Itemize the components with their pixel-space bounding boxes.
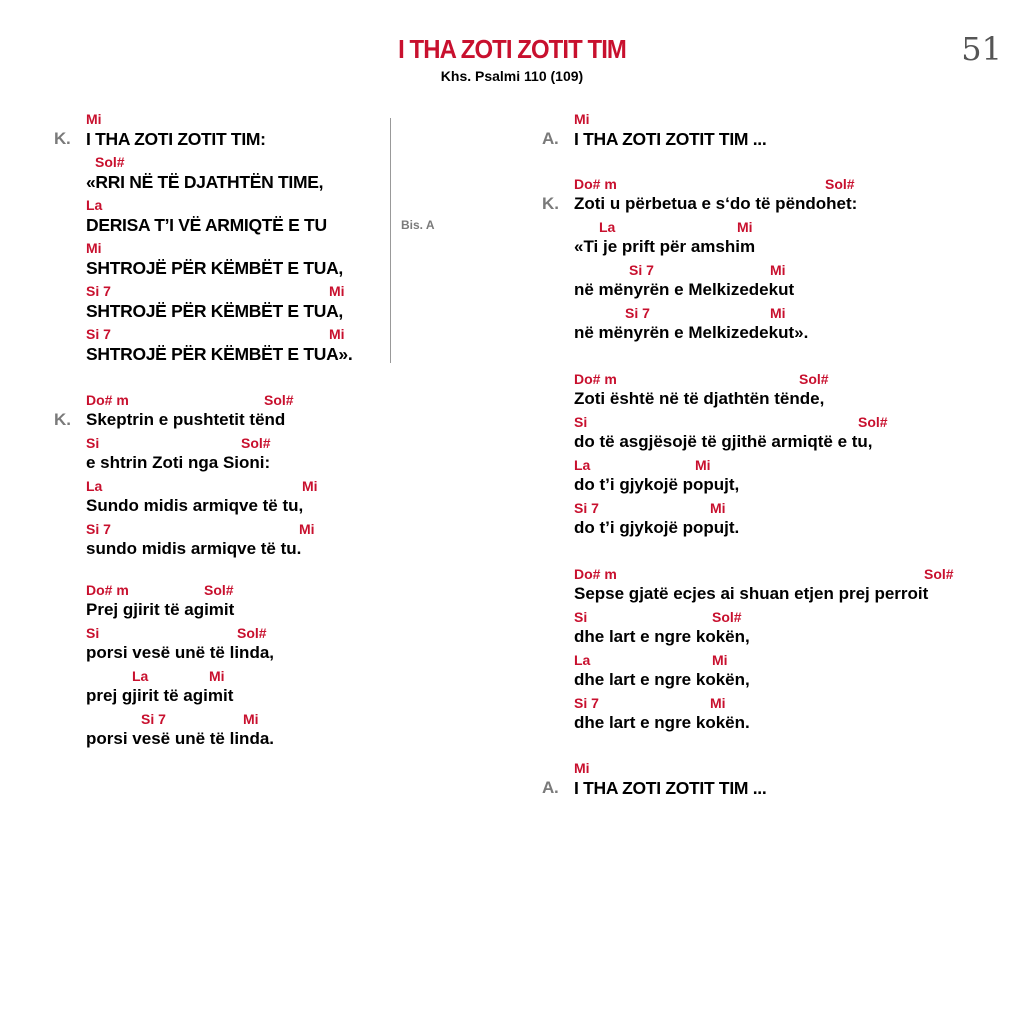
lyric-line: I THA ZOTI ZOTIT TIM ... [574,129,767,149]
lyric-line: «Ti je prift për amshim [574,237,756,256]
chord: Sol# [924,566,954,582]
stanza-marker: K. [54,129,71,148]
chord: Sol# [858,414,888,430]
chord: Do# m [574,176,617,192]
stanza-marker: K. [54,410,71,429]
stanza-marker: K. [542,194,559,213]
chord: Mi [710,500,726,516]
right-stanza-3 [574,367,888,539]
chord: Mi [710,695,726,711]
chord: Mi [770,305,786,321]
lyric-line: DERISA T’I VË ARMIQTË E TU [86,215,327,235]
chord: Sol# [204,582,234,598]
lyric-line: SHTROJË PËR KËMBËT E TUA, [86,258,343,278]
lyric-line: I THA ZOTI ZOTIT TIM ... [574,778,767,798]
chord: Si 7 [629,262,654,278]
chord: Mi [712,652,728,668]
stanza-marker: A. [542,129,559,148]
chord: Si 7 [86,521,111,537]
song-title: I THA ZOTI ZOTIT TIM [398,34,626,64]
chord: Si 7 [574,500,599,516]
lyric-line: do të asgjësojë të gjithë armiqtë e tu, [574,432,873,451]
chord: Sol# [712,609,742,625]
chord: Mi [574,111,590,127]
chord: Si 7 [141,711,166,727]
lyric-line: e shtrin Zoti nga Sioni: [86,453,271,472]
lyric-line: do t’i gjykojë popujt, [574,475,740,494]
chord: Mi [86,111,102,127]
lyric-line: Zoti është në të djathtën tënde, [574,389,825,408]
chord: Si [86,625,100,641]
left-stanza-1 [54,107,353,365]
lyric-line: Sepse gjatë ecjes ai shuan etjen prej perroit [574,584,929,603]
chord: Mi [770,262,786,278]
bis-label: Bis. A [401,218,435,232]
chord: Mi [574,760,590,776]
lyric-line: prej gjirit të agimit [86,686,234,705]
chord: Si 7 [86,326,111,342]
chord: La [574,652,591,668]
chord: Mi [209,668,225,684]
right-stanza-2 [542,172,858,344]
lyric-line: porsi vesë unë të linda. [86,729,275,748]
left-stanza-2 [54,388,318,560]
lyric-line: dhe lart e ngre kokën, [574,627,750,646]
chord: Si [86,435,100,451]
lyric-line: Skeptrin e pushtetit tënd [86,410,286,429]
chord: La [574,457,591,473]
chord: Si 7 [86,283,111,299]
chord: Sol# [95,154,125,170]
chord: Sol# [237,625,267,641]
right-stanza-1 [542,107,767,150]
chord: Mi [695,457,711,473]
page-number: 51 [961,30,1002,68]
chord: Si [574,609,588,625]
lyric-line: në mënyrën e Melkizedekut». [574,323,809,342]
lyric-line: Sundo midis armiqve të tu, [86,496,304,515]
chord: Si [574,414,588,430]
chord: Mi [329,283,345,299]
left-stanza-3 [86,578,274,750]
lyric-line: Prej gjirit të agimit [86,600,235,619]
lyric-line: në mënyrën e Melkizedekut [574,280,795,299]
lyric-line: Zoti u përbetua e s‘do të pëndohet: [574,194,858,213]
lyric-line: porsi vesë unë të linda, [86,643,275,662]
chord: Sol# [241,435,271,451]
chord: Mi [302,478,318,494]
chord: Mi [299,521,315,537]
chord: Mi [86,240,102,256]
lyric-line: «RRI NË TË DJATHTËN TIME, [86,172,324,192]
lyric-line: I THA ZOTI ZOTIT TIM: [86,129,266,149]
chord: Do# m [86,582,129,598]
chord: Mi [329,326,345,342]
lyric-line: do t’i gjykojë popujt. [574,518,740,537]
lyric-line: SHTROJË PËR KËMBËT E TUA, [86,301,343,321]
song-subtitle: Khs. Psalmi 110 (109) [440,68,584,84]
stanza-marker: A. [542,778,559,797]
chord: Mi [737,219,753,235]
chord: Mi [243,711,259,727]
chord: Do# m [574,371,617,387]
chord: Do# m [574,566,617,582]
lyric-line: SHTROJË PËR KËMBËT E TUA». [86,344,353,364]
chord: Si 7 [574,695,599,711]
right-stanza-5 [542,756,767,799]
right-stanza-4 [574,562,954,734]
chord: Si 7 [625,305,650,321]
chord: La [86,197,103,213]
lyric-line: dhe lart e ngre kokën, [574,670,750,689]
chord: Sol# [825,176,855,192]
bis-bracket-line [390,118,391,363]
lyric-line: dhe lart e ngre kokën. [574,713,750,732]
chord: La [599,219,616,235]
chord: La [132,668,149,684]
chord: Sol# [264,392,294,408]
chord: La [86,478,103,494]
chord: Do# m [86,392,129,408]
chord: Sol# [799,371,829,387]
lyric-line: sundo midis armiqve të tu. [86,539,302,558]
